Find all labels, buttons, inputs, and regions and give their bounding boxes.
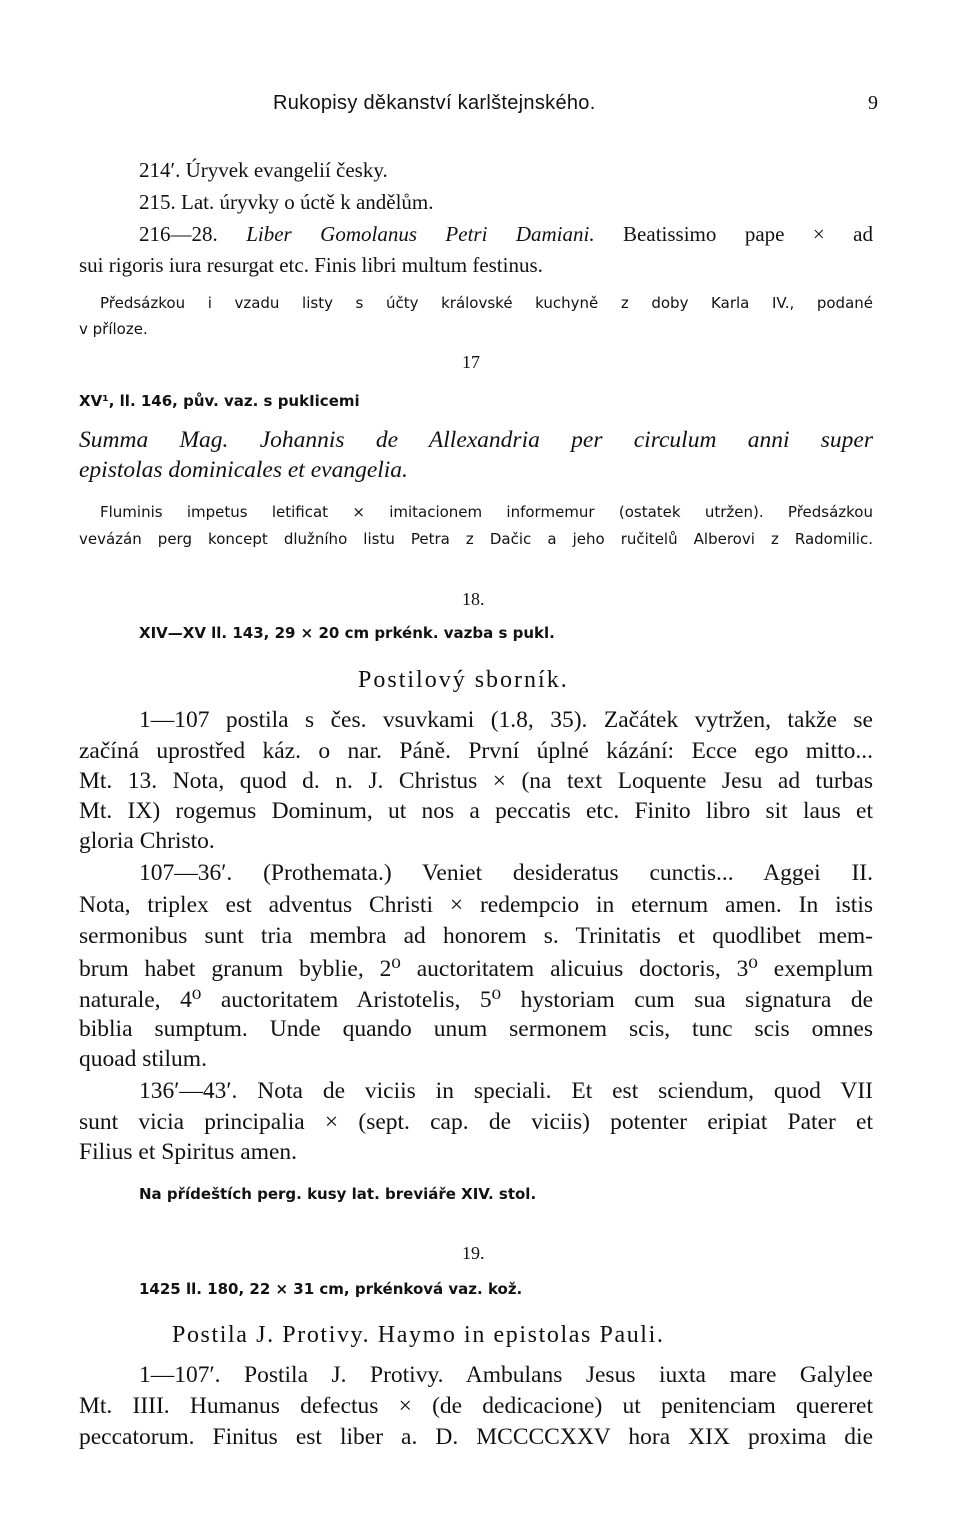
note-16-line2: v příloze. xyxy=(79,320,148,338)
item-216: 216—28. Liber Gomolanus Petri Damiani. Beatissimo pape × ad xyxy=(139,222,874,246)
running-title: Rukopisy děkanství karlštejnského. xyxy=(273,92,596,114)
entry-18-body-line: 136′—43′. Nota de viciis in speciali. Et est sciendum, quod VII xyxy=(139,1078,873,1104)
entry-18-title: Postilový sborník. xyxy=(358,667,569,693)
note-16-line1: Předsázkou i vzadu listy s účty královské kuchyně z doby Karla IV., podané xyxy=(100,294,873,312)
entry-19-title: Postila J. Protivy. Haymo in epistolas Pauli. xyxy=(172,1322,665,1348)
entry-17-title-line1: Summa Mag. Johannis de Allexandria per circulum anni super xyxy=(79,427,873,453)
entry-18-body-line: naturale, 4⁰ auctoritatem Aristotelis, 5⁰ hystoriam cum sua signatura de xyxy=(79,987,873,1013)
entry-18-body-line: sermonibus sunt tria membra ad honorem s. Trinitatis et quodlibet mem- xyxy=(79,923,873,949)
entry-18-body-line: sunt vicia principalia × (sept. cap. de viciis) potenter eripiat Pater et xyxy=(79,1109,873,1135)
page-number: 9 xyxy=(868,92,878,114)
entry-18-body-line: 107—36′. (Prothemata.) Veniet desideratus cunctis... Aggei II. xyxy=(139,860,873,886)
entry-18-body-line: Filius et Spiritus amen. xyxy=(79,1139,298,1165)
item-214: 214′. Úryvek evangelií česky. xyxy=(139,158,388,182)
entry-17-note-line2: vevázán perg koncept dlužního listu Petra z Dačic a jeho ručitelů Alberovi z Radomilic. xyxy=(79,530,873,548)
item-215: 215. Lat. úryvky o úctě k andělům. xyxy=(139,190,434,214)
entry-19-body-line: peccatorum. Finitus est liber a. D. MCCCCXXV hora XIX proxima die xyxy=(79,1424,873,1450)
entry-18-body-line: Mt. 13. Nota, quod d. n. J. Christus × (na text Loquente Jesu ad turbas xyxy=(79,768,873,794)
entry-number-18: 18. xyxy=(462,589,485,609)
entry-19-body-line: Mt. IIII. Humanus defectus × (de dedicacione) ut penitenciam quereret xyxy=(79,1393,873,1419)
entry-18-body-line: začíná uprostřed káz. o nar. Páně. První úplné kázání: Ecce ego mitto... xyxy=(79,738,873,764)
entry-17-meta: XV¹, ll. 146, pův. vaz. s pukIicemi xyxy=(79,392,360,410)
entry-18-body-line: Mt. IX) rogemus Dominum, ut nos a peccatis etc. Finito libro sit laus et xyxy=(79,798,873,824)
entry-18-body-line: biblia sumptum. Unde quando unum sermonem scis, tunc scis omnes xyxy=(79,1016,873,1042)
entry-18-body-line: Nota, triplex est adventus Christi × redempcio in eternum amen. In istis xyxy=(79,892,873,918)
item-216-continued: sui rigoris iura resurgat etc. Finis libri multum festinus. xyxy=(79,253,543,277)
entry-18-meta: XIV—XV ll. 143, 29 × 20 cm prkénk. vazba s pukl. xyxy=(139,624,555,642)
entry-18-body-line: 1—107 postila s čes. vsuvkami (1.8, 35). Začátek vytržen, takže se xyxy=(139,707,873,733)
entry-18-body-line: quoad stilum. xyxy=(79,1046,207,1072)
entry-19-meta: 1425 ll. 180, 22 × 31 cm, prkénková vaz. kož. xyxy=(139,1280,523,1298)
entry-18-body-line: gloria Christo. xyxy=(79,828,215,854)
entry-17-title-line2: epistolas dominicales et evangelia. xyxy=(79,457,408,483)
entry-18-note: Na přídeštích perg. kusy lat. breviáře XIV. stol. xyxy=(139,1185,537,1203)
entry-17-note-line1: Fluminis impetus letificat × imitacionem informemur (ostatek utržen). Předsázkou xyxy=(100,503,873,521)
entry-number-17: 17 xyxy=(462,352,480,372)
entry-number-19: 19. xyxy=(462,1243,485,1263)
entry-19-body-line: 1—107′. Postila J. Protivy. Ambulans Jesus iuxta mare Galylee xyxy=(139,1362,873,1388)
entry-18-body-line: brum habet granum byblie, 2⁰ auctoritatem alicuius doctoris, 3⁰ exemplum xyxy=(79,956,873,982)
